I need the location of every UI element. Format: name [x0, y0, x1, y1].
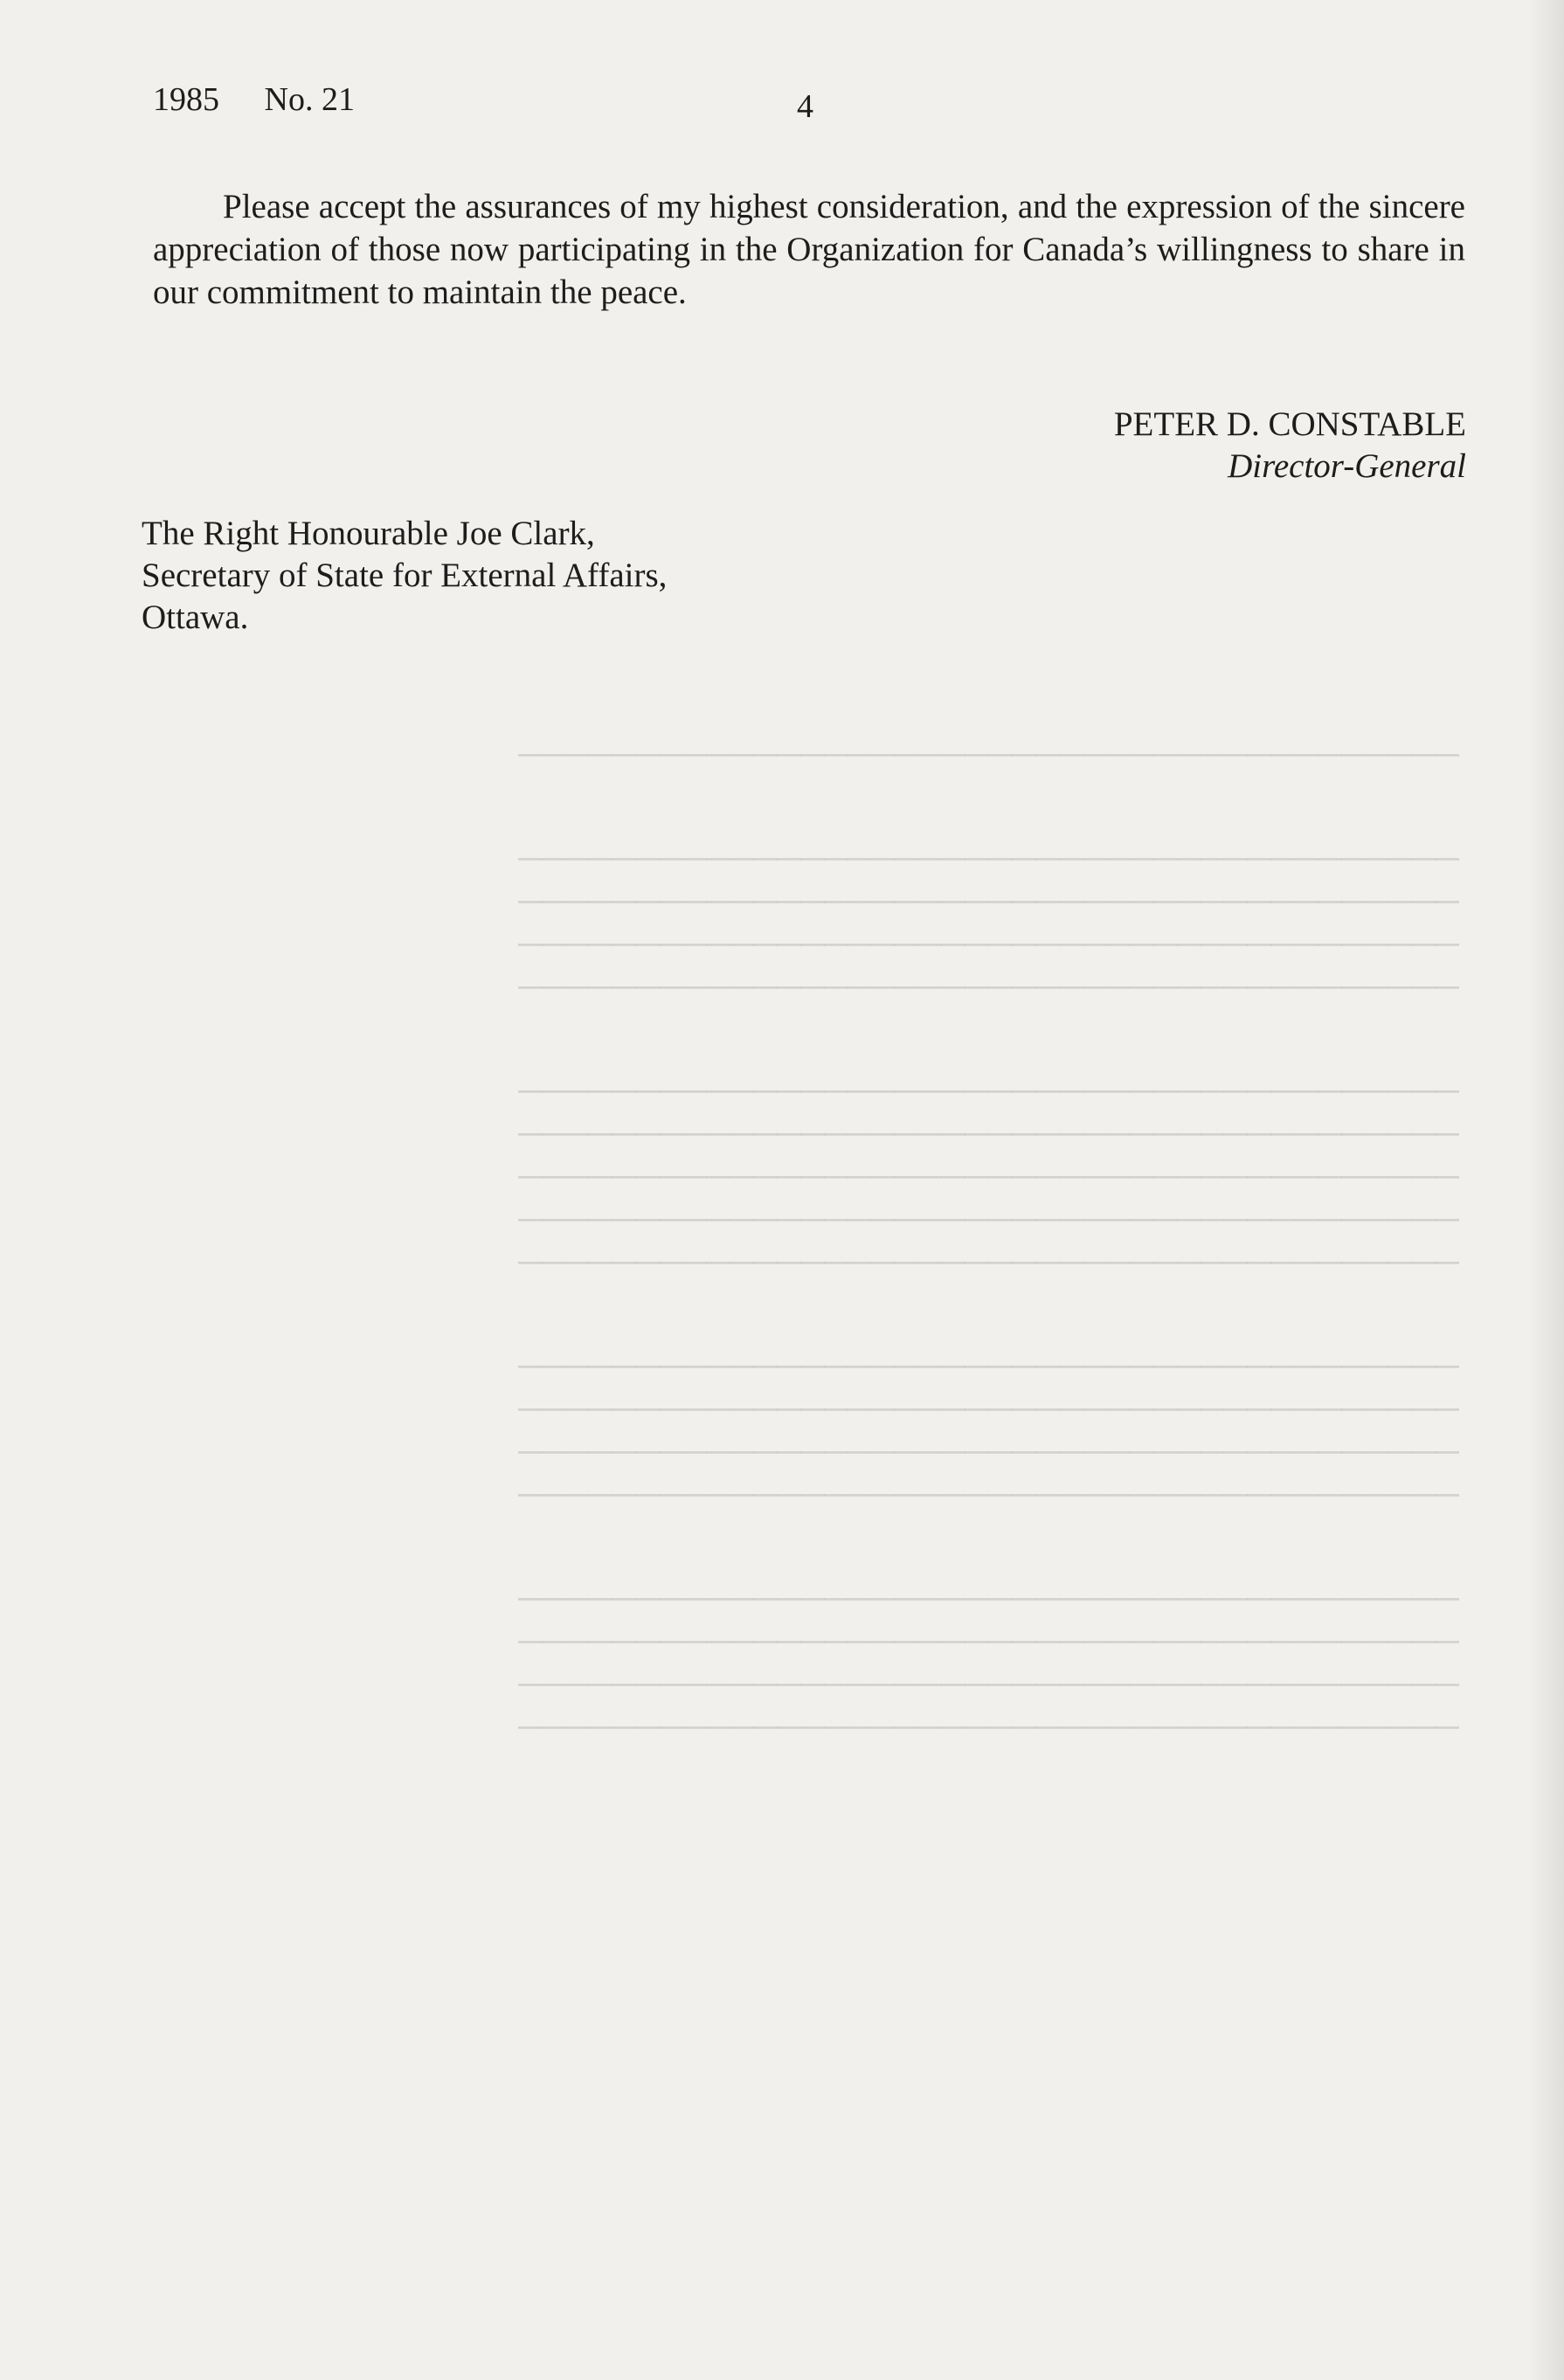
addressee-line: The Right Honourable Joe Clark,: [142, 515, 595, 552]
signature-block: [1114, 404, 1466, 488]
page-edge-shadow: [1529, 0, 1564, 2380]
signatory-name: PETER D. CONSTABLE: [1113, 405, 1466, 443]
document-header: [153, 80, 355, 119]
addressee-line: Secretary of State for External Affairs,: [142, 557, 668, 594]
addressee-line: Ottawa.: [142, 598, 249, 636]
bleed-through-texture: ──────────────────────────────────────── ──────────────────────────────────────── ──────────────────────────────────────── ──────────────────────────────────────── ──────────────────────────────────────── ──────────────────────────────────────── ──────────────────────────────────────── ──────────────────────────────────────── ──────────────────────────────────────── ──────────────────────────────────────── ──────────────────────────────────────── ──────────────────────────────────────── ──────────────────────────────────────── ──────────────────────────────────────── ──────────────────────────────────────── ──────────────────────────────────────── ──────────────────────────────────────── ────────────────────────────────────────: [518, 737, 1459, 1746]
addressee-block: [142, 513, 667, 639]
signatory-title: Director-General: [1228, 447, 1466, 485]
closing-paragraph: Please accept the assurances of my highest consideration, and the expression of the sincere appreciation of those now participating in the Organization for Canada’s willingness to share in our commitment to maintain the peace.: [153, 188, 1465, 311]
header-year: 1985: [153, 81, 219, 118]
page-number: 4: [797, 88, 813, 125]
header-number: No. 21: [264, 81, 355, 118]
